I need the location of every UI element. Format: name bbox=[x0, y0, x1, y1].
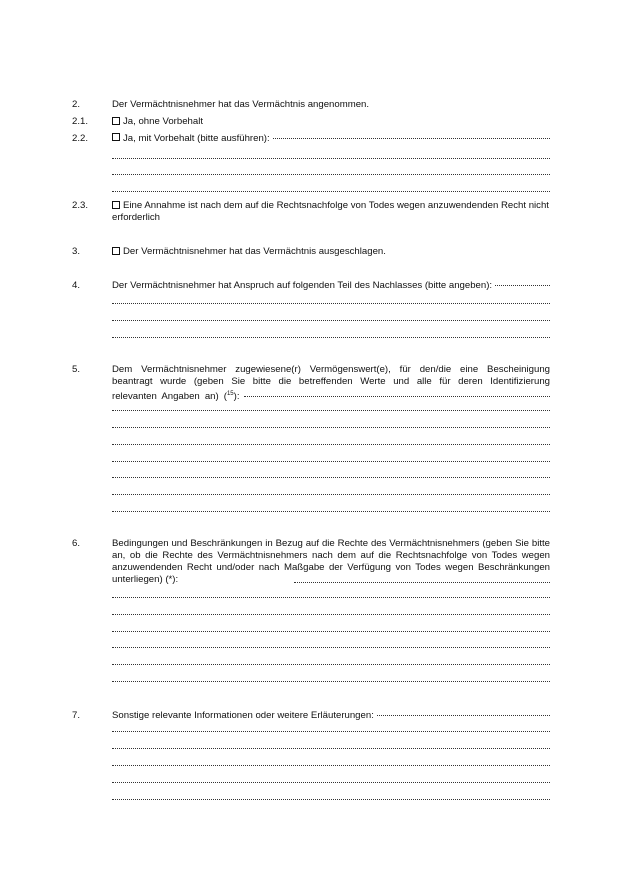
option-label: Der Vermächtnisnehmer hat das Vermächtnis ausgeschlagen. bbox=[123, 246, 386, 257]
section-number: 2. bbox=[72, 99, 81, 110]
dotted-input-line[interactable] bbox=[112, 410, 550, 411]
dotted-fill-line[interactable] bbox=[244, 396, 550, 397]
dotted-input-line[interactable] bbox=[112, 731, 550, 732]
section-text bbox=[112, 280, 550, 292]
option-label: Ja, mit Vorbehalt (bitte ausführen): bbox=[123, 133, 270, 144]
footnote-ref: 15 bbox=[226, 391, 234, 397]
dotted-input-line[interactable] bbox=[112, 681, 550, 682]
option-label: Ja, ohne Vorbehalt bbox=[123, 116, 204, 127]
option-legacy-rejected[interactable] bbox=[112, 246, 550, 258]
question-label: Sonstige relevante Informationen oder weitere Erläuterungen: bbox=[112, 710, 374, 721]
dotted-input-line[interactable] bbox=[112, 765, 550, 766]
section-number: 3. bbox=[72, 246, 81, 257]
dotted-input-line[interactable] bbox=[112, 494, 550, 495]
dotted-input-line[interactable] bbox=[112, 748, 550, 749]
dotted-input-line[interactable] bbox=[112, 427, 550, 428]
dotted-input-line[interactable] bbox=[112, 320, 550, 321]
section-text bbox=[112, 710, 550, 722]
dotted-input-line[interactable] bbox=[112, 337, 550, 338]
dotted-input-line[interactable] bbox=[112, 631, 550, 632]
dotted-input-line[interactable] bbox=[112, 799, 550, 800]
question-label-end: ): bbox=[233, 391, 240, 402]
section-text: Bedingungen und Beschränkungen in Bezug auf die Rechte des Vermächtnisnehmers (geben Sie bitte an, ob die Rechte des Vermächtnisnehmers nach dem auf die Rechtsnachfolge von Todes wegen anzuwendenden Recht und/oder nach Maßgabe der Verfügung von Todes wegen Beschränkungen unterliegen) (*): bbox=[112, 538, 550, 585]
dotted-input-line[interactable] bbox=[112, 158, 550, 159]
option-accept-with-reservation[interactable] bbox=[112, 133, 550, 145]
dotted-input-line[interactable] bbox=[112, 664, 550, 665]
question-label: Dem Vermächtnisnehmer zugewiesene(r) Vermögenswert(e), für den/die eine Bescheinigung beantragt wurde (geben Sie bitte die betreffenden Werte und alle für deren Identifizierung relevanten Angaben an) ( bbox=[112, 364, 550, 402]
checkbox-icon[interactable] bbox=[112, 117, 120, 125]
section-number: 5. bbox=[72, 364, 81, 375]
option-accept-without-reservation[interactable] bbox=[112, 116, 550, 128]
option-label: Eine Annahme ist nach dem auf die Rechtsnachfolge von Todes wegen anzuwendenden Recht nicht erforderlich bbox=[112, 200, 549, 223]
section-text bbox=[112, 364, 550, 403]
dotted-fill-line[interactable] bbox=[294, 582, 550, 583]
section-number: 2.3. bbox=[72, 200, 89, 211]
option-acceptance-not-required[interactable] bbox=[112, 200, 550, 224]
question-label: Der Vermächtnisnehmer hat Anspruch auf folgenden Teil des Nachlasses (bitte angeben): bbox=[112, 280, 493, 291]
dotted-input-line[interactable] bbox=[112, 461, 550, 462]
dotted-input-line[interactable] bbox=[112, 444, 550, 445]
dotted-input-line[interactable] bbox=[112, 647, 550, 648]
dotted-fill-line[interactable] bbox=[495, 285, 550, 286]
dotted-input-line[interactable] bbox=[112, 477, 550, 478]
dotted-fill-line[interactable] bbox=[273, 138, 550, 139]
dotted-input-line[interactable] bbox=[112, 303, 550, 304]
checkbox-icon[interactable] bbox=[112, 247, 120, 255]
dotted-input-line[interactable] bbox=[112, 782, 550, 783]
section-number: 7. bbox=[72, 710, 81, 721]
section-text: Der Vermächtnisnehmer hat das Vermächtnis angenommen. bbox=[112, 99, 370, 110]
section-number: 2.2. bbox=[72, 133, 89, 144]
dotted-input-line[interactable] bbox=[112, 174, 550, 175]
section-number: 2.1. bbox=[72, 116, 89, 127]
section-number: 4. bbox=[72, 280, 81, 291]
dotted-input-line[interactable] bbox=[112, 191, 550, 192]
checkbox-icon[interactable] bbox=[112, 201, 120, 209]
dotted-input-line[interactable] bbox=[112, 511, 550, 512]
section-number: 6. bbox=[72, 538, 81, 549]
dotted-fill-line[interactable] bbox=[377, 715, 550, 716]
dotted-input-line[interactable] bbox=[112, 597, 550, 598]
dotted-input-line[interactable] bbox=[112, 614, 550, 615]
checkbox-icon[interactable] bbox=[112, 133, 120, 141]
